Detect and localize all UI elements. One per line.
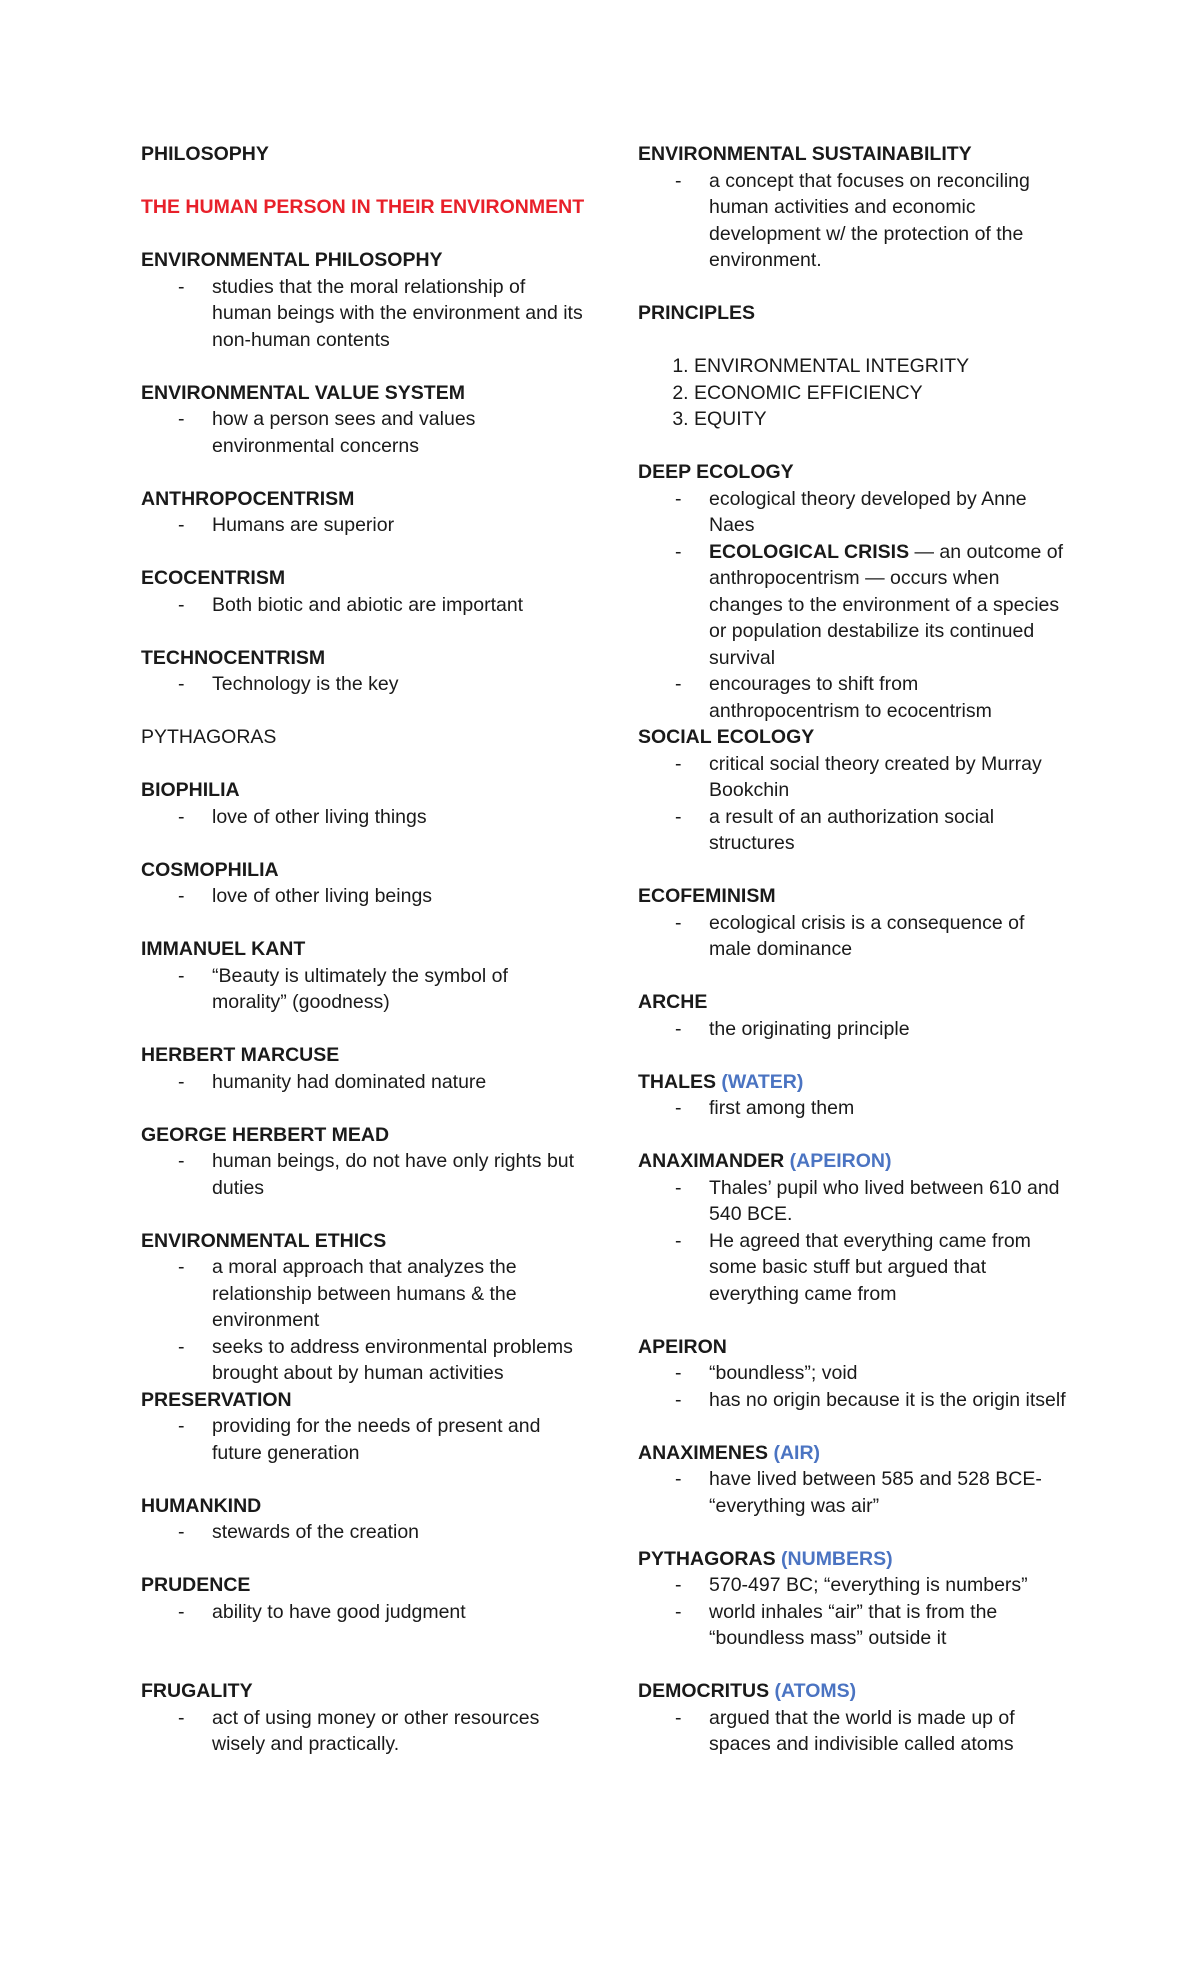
section-heading-text: ARCHE [638, 991, 708, 1013]
bullet-text: the originating principle [709, 1017, 910, 1040]
section-environmental-value-system [141, 380, 586, 460]
section-heading [638, 1148, 1068, 1175]
section-heading [141, 857, 586, 884]
section-biophilia [141, 777, 586, 830]
bullet-text: a moral approach that analyzes the relationship between humans & the environment [212, 1256, 517, 1331]
bullet-dash: - [675, 1706, 682, 1729]
bullet-item [141, 1599, 586, 1626]
section-heading-text: HERBERT MARCUSE [141, 1044, 340, 1066]
bullet-text: 570-497 BC; “everything is numbers” [709, 1574, 1028, 1596]
bullet-text: encourages to shift from anthropocentrism to ecocentrism [709, 673, 992, 722]
section-heading: PRINCIPLES [638, 302, 756, 324]
section-heading [141, 1042, 586, 1069]
section-heading [141, 936, 586, 963]
bullet-dash: - [675, 1176, 682, 1199]
section-heading-accent: (ATOMS) [774, 1680, 857, 1702]
bullet-dash: - [675, 1468, 682, 1490]
section-heading-text: DEMOCRITUS [638, 1680, 770, 1702]
principles-list-block [638, 353, 1068, 433]
section-democritus [638, 1678, 1068, 1758]
bullet-list [141, 274, 586, 354]
bullet-dash: - [178, 1415, 185, 1437]
section-heading [141, 724, 586, 751]
bullet-list [638, 910, 1068, 963]
principle-item: 2. ECONOMIC EFFICIENCY [694, 380, 1068, 407]
section-heading-text: PRESERVATION [141, 1388, 292, 1411]
bullet-text: — an outcome of anthropocentrism — occurs when changes to the environment of a species or population destabilize its continued survival [709, 540, 1063, 669]
section-pythagoras [638, 1546, 1068, 1652]
bullet-list [141, 1599, 586, 1626]
bullet-dash: - [178, 885, 185, 907]
section-heading-accent: (WATER) [721, 1070, 804, 1093]
section-humankind [141, 1493, 586, 1546]
bullet-item [141, 1254, 586, 1334]
section-heading [141, 486, 586, 513]
bullet-item [141, 883, 586, 910]
bullet-text: seeks to address environmental problems brought about by human activities [212, 1335, 573, 1384]
bullet-text: ecological theory developed by Anne Naes [709, 487, 1027, 536]
bullet-dash: - [675, 1600, 682, 1623]
bullet-dash: - [675, 1017, 682, 1040]
bullet-dash: - [178, 408, 185, 430]
bullet-list [638, 1705, 1068, 1758]
section-heading [141, 1228, 586, 1255]
section-heading [638, 724, 1068, 751]
section-heading-text: ECOFEMINISM [638, 885, 776, 907]
bullet-list [141, 671, 586, 698]
section-environmental-philosophy [141, 247, 586, 353]
section-the-human-person-in-their-environment [141, 194, 586, 221]
section-heading [141, 194, 586, 221]
bullet-list [141, 1519, 586, 1546]
bullet-list [638, 1095, 1068, 1122]
section-apeiron [638, 1334, 1068, 1414]
bullet-item [141, 512, 586, 539]
bullet-item [141, 963, 586, 1016]
section-ecofeminism [638, 883, 1068, 963]
section-anaximander [638, 1148, 1068, 1307]
section-heading-text: ENVIRONMENTAL PHILOSOPHY [141, 249, 443, 271]
bullet-list [638, 1466, 1068, 1519]
section-heading [638, 1440, 1068, 1467]
section-heading-text: TECHNOCENTRISM [141, 646, 326, 669]
bullet-item [141, 671, 586, 698]
section-heading-text: BIOPHILIA [141, 779, 240, 801]
bullet-dash: - [675, 1097, 682, 1119]
section-heading-accent: (AIR) [773, 1441, 821, 1464]
bullet-text: a concept that focuses on reconciling human activities and economic development w/ the protection of the environment. [709, 169, 1030, 271]
section-heading-text: FRUGALITY [141, 1680, 253, 1702]
bullet-item [638, 1360, 1068, 1387]
bullet-item [141, 406, 586, 459]
section-heading [141, 380, 586, 407]
section-heading-text: ANTHROPOCENTRISM [141, 487, 355, 510]
bullet-text: love of other living beings [212, 885, 433, 907]
bullet-dash: - [178, 1256, 185, 1278]
section-heading [141, 565, 586, 592]
bullet-text: how a person sees and values environmental concerns [212, 408, 476, 457]
section-frugality [141, 1678, 586, 1758]
section-prudence [141, 1572, 586, 1625]
bullet-list [141, 512, 586, 539]
bullet-dash: - [178, 1521, 185, 1543]
bullet-dash: - [675, 911, 682, 934]
bullet-dash: - [675, 487, 682, 510]
bullet-text: Both biotic and abiotic are important [212, 593, 524, 616]
bullet-text: Thales’ pupil who lived between 610 and 540 BCE. [709, 1176, 1060, 1225]
bullet-item [141, 274, 586, 354]
bullet-list [141, 1413, 586, 1466]
bullet-dash: - [178, 1070, 185, 1093]
section-heading-text: ENVIRONMENTAL ETHICS [141, 1229, 387, 1252]
bullet-dash: - [675, 673, 682, 695]
bullet-text: argued that the world is made up of spaces and indivisible called atoms [709, 1706, 1015, 1755]
section-principles [638, 300, 1068, 327]
bullet-item [638, 486, 1068, 539]
section-heading [141, 1493, 586, 1520]
bullet-dash: - [675, 1229, 682, 1252]
section-heading-text: COSMOPHILIA [141, 858, 279, 881]
section-social-ecology [638, 724, 1068, 857]
section-heading-text: SOCIAL ECOLOGY [638, 726, 815, 748]
bullet-dash: - [178, 1150, 185, 1172]
bullet-dash: - [178, 1335, 185, 1358]
section-pythagoras [141, 724, 586, 751]
bullet-list [638, 1572, 1068, 1652]
bullet-list [141, 883, 586, 910]
bullet-text: stewards of the creation [212, 1521, 420, 1543]
bullet-item [638, 539, 1068, 672]
section-heading [638, 1069, 1068, 1096]
bullet-text: Technology is the key [212, 673, 399, 695]
section-heading-text: PYTHAGORAS [638, 1547, 776, 1570]
principles-list [638, 353, 1068, 433]
bullet-dash: - [675, 1362, 682, 1384]
bullet-text: human beings, do not have only rights but duties [212, 1150, 575, 1199]
bullet-dash: - [675, 1574, 682, 1596]
bullet-item [141, 592, 586, 619]
bullet-item [638, 751, 1068, 804]
bullet-item [141, 1705, 586, 1758]
ecological-crisis-term: ECOLOGICAL CRISIS [709, 540, 910, 563]
bullet-item [141, 1148, 586, 1201]
section-heading [141, 645, 586, 672]
bullet-dash: - [178, 1600, 185, 1623]
bullet-list [141, 1069, 586, 1096]
bullet-text: “boundless”; void [709, 1362, 858, 1384]
section-deep-ecology [638, 459, 1068, 724]
bullet-text: ecological crisis is a consequence of male dominance [709, 911, 1025, 960]
bullet-list [141, 1705, 586, 1758]
bullet-dash: - [178, 673, 185, 695]
section-thales [638, 1069, 1068, 1122]
bullet-list [141, 592, 586, 619]
bullet-list [141, 406, 586, 459]
section-heading-text: ANAXIMENES [638, 1441, 769, 1464]
bullet-dash: - [178, 964, 185, 987]
left-column [141, 141, 586, 1784]
bullet-item [141, 804, 586, 831]
bullet-dash: - [178, 514, 185, 536]
bullet-text: a result of an authorization social structures [709, 805, 995, 854]
bullet-dash: - [178, 805, 185, 828]
bullet-item [638, 1572, 1068, 1599]
bullet-list [638, 1175, 1068, 1308]
bullet-list [638, 751, 1068, 857]
bullet-item [141, 1519, 586, 1546]
bullet-list [141, 1148, 586, 1201]
section-heading [638, 1678, 1068, 1705]
section-heading-text: PYTHAGORAS [141, 726, 277, 748]
bullet-text: humanity had dominated nature [212, 1070, 487, 1093]
section-heading-accent: (APEIRON) [789, 1150, 892, 1172]
bullet-text: love of other living things [212, 805, 427, 828]
bullet-item [638, 1466, 1068, 1519]
section-heading [141, 1122, 586, 1149]
bullet-text: Humans are superior [212, 514, 395, 536]
bullet-item [141, 1069, 586, 1096]
bullet-text: “Beauty is ultimately the symbol of morality” (goodness) [212, 964, 508, 1013]
bullet-item [638, 910, 1068, 963]
bullet-dash: - [178, 593, 185, 616]
principle-item: 3. EQUITY [694, 406, 1068, 433]
section-heading [141, 1572, 586, 1599]
section-heading [141, 1678, 586, 1705]
section-heading-text: PRUDENCE [141, 1574, 251, 1596]
bullet-text: studies that the moral relationship of human beings with the environment and its non-human contents [212, 275, 583, 351]
section-george-herbert-mead [141, 1122, 586, 1202]
section-heading [638, 989, 1068, 1016]
section-heading [141, 247, 586, 274]
bullet-list [141, 1254, 586, 1387]
bullet-item [638, 671, 1068, 724]
bullet-text: world inhales “air” that is from the “boundless mass” outside it [709, 1600, 998, 1649]
bullet-item [141, 1334, 586, 1387]
section-environmental-sustainability [638, 141, 1068, 274]
bullet-item [638, 1175, 1068, 1228]
document-title: PHILOSOPHY [141, 143, 269, 165]
section-cosmophilia [141, 857, 586, 910]
section-anaximenes [638, 1440, 1068, 1520]
bullet-item [638, 1387, 1068, 1414]
bullet-text: He agreed that everything came from some basic stuff but argued that everything came from [709, 1229, 1031, 1305]
bullet-item [638, 1599, 1068, 1652]
bullet-item [638, 1228, 1068, 1308]
bullet-dash: - [178, 1706, 185, 1729]
section-preservation [141, 1387, 586, 1467]
section-heading-text: ANAXIMANDER [638, 1150, 785, 1172]
bullet-text: critical social theory created by Murray Bookchin [709, 752, 1042, 801]
section-heading [141, 777, 586, 804]
principle-item: 1. ENVIRONMENTAL INTEGRITY [694, 353, 1068, 380]
bullet-list [638, 1360, 1068, 1413]
section-heading-text: ECOCENTRISM [141, 567, 286, 589]
section-heading: ENVIRONMENTAL SUSTAINABILITY [638, 143, 972, 165]
bullet-dash: - [675, 1388, 682, 1411]
bullet-list [638, 168, 1068, 274]
bullet-text: first among them [709, 1097, 855, 1119]
bullet-item [638, 1016, 1068, 1043]
section-heading: DEEP ECOLOGY [638, 461, 794, 483]
section-heading [141, 1387, 586, 1414]
section-anthropocentrism [141, 486, 586, 539]
bullet-dash: - [675, 805, 682, 828]
bullet-list [141, 804, 586, 831]
section-heading-text: GEORGE HERBERT MEAD [141, 1123, 390, 1146]
section-herbert-marcuse [141, 1042, 586, 1095]
section-heading-text: ENVIRONMENTAL VALUE SYSTEM [141, 381, 465, 404]
bullet-text: providing for the needs of present and future generation [212, 1415, 541, 1464]
bullet-text: has no origin because it is the origin itself [709, 1388, 1066, 1411]
bullet-list [638, 1016, 1068, 1043]
bullet-text: act of using money or other resources wisely and practically. [212, 1706, 540, 1755]
bullet-list [638, 486, 1068, 725]
bullet-item [638, 804, 1068, 857]
bullet-dash: - [675, 169, 682, 192]
section-ecocentrism [141, 565, 586, 618]
section-heading-text: THE HUMAN PERSON IN THEIR ENVIRONMENT [141, 196, 585, 218]
section-heading-text: HUMANKIND [141, 1494, 262, 1517]
bullet-item [638, 168, 1068, 274]
section-heading-text: IMMANUEL KANT [141, 938, 306, 960]
bullet-list [141, 963, 586, 1016]
section-heading-text: APEIRON [638, 1335, 727, 1358]
section-arche [638, 989, 1068, 1042]
section-heading [638, 883, 1068, 910]
section-environmental-ethics [141, 1228, 586, 1387]
bullet-dash: - [178, 275, 185, 298]
right-column [638, 141, 1068, 1784]
section-heading [638, 1546, 1068, 1573]
bullet-dash: - [675, 752, 682, 775]
bullet-dash: - [675, 540, 682, 563]
section-heading-accent: (NUMBERS) [781, 1547, 893, 1570]
section-heading-text: THALES [638, 1070, 716, 1093]
bullet-item [638, 1095, 1068, 1122]
bullet-item [141, 1413, 586, 1466]
section-immanuel-kant [141, 936, 586, 1016]
bullet-text: have lived between 585 and 528 BCE- “everything was air” [709, 1468, 1042, 1517]
bullet-item [638, 1705, 1068, 1758]
section-technocentrism [141, 645, 586, 698]
section-heading [638, 1334, 1068, 1361]
bullet-text: ability to have good judgment [212, 1600, 466, 1623]
